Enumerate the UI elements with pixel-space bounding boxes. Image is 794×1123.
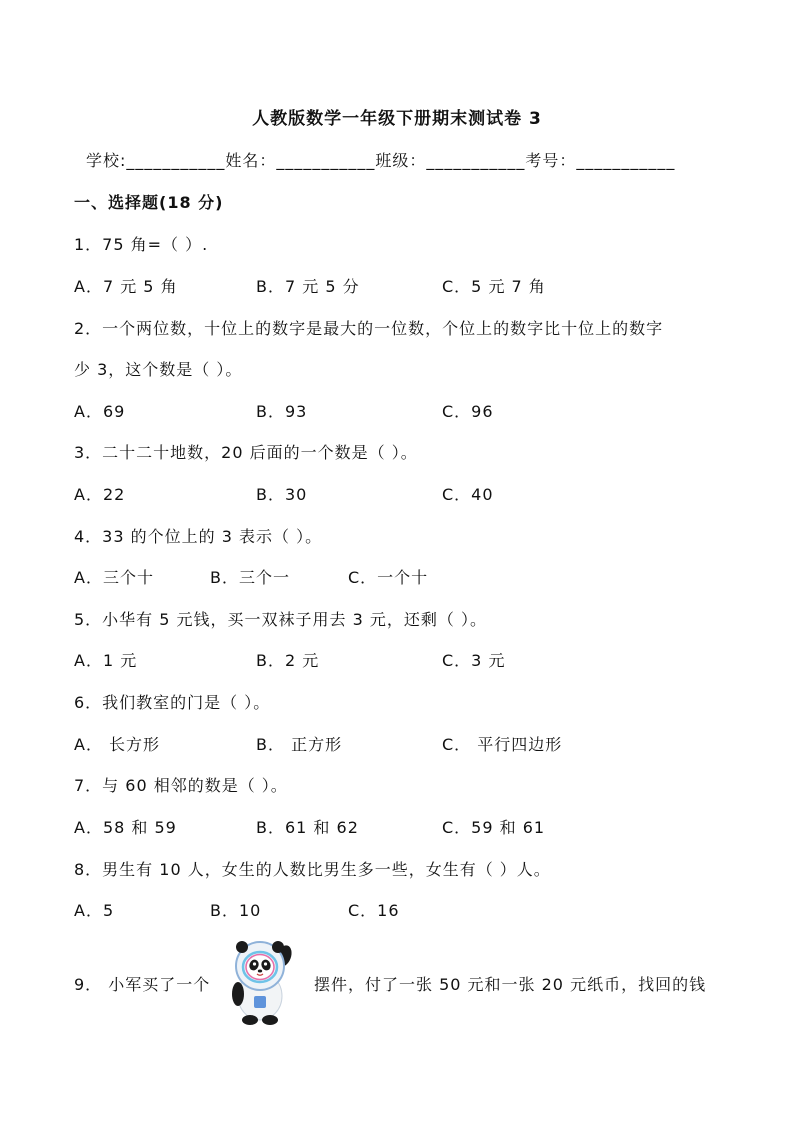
question-7-option-c: C．59 和 61: [442, 818, 546, 837]
question-1-stem: 1．75 角=（ ）.: [74, 235, 209, 254]
question-2-stem-cont: 少 3，这个数是（ ）。: [74, 360, 243, 379]
question-4-stem: 4．33 的个位上的 3 表示（ ）。: [74, 527, 323, 546]
question-7-option-b: B．61 和 62: [256, 818, 359, 837]
question-1-option-a: A．7 元 5 角: [74, 277, 178, 296]
question-3-option-b: B．30: [256, 485, 308, 504]
question-3-option-c: C．40: [442, 485, 494, 504]
question-2-option-b: B．93: [256, 402, 308, 421]
question-6-option-a: A． 长方形: [74, 735, 161, 754]
question-5-option-a: A．1 元: [74, 651, 138, 670]
question-8-stem: 8．男生有 10 人，女生的人数比男生多一些，女生有（ ）人。: [74, 860, 551, 879]
question-7-stem: 7．与 60 相邻的数是（ ）。: [74, 776, 288, 795]
question-4-option-a: A．三个十: [74, 568, 154, 587]
question-4-option-c: C．一个十: [348, 568, 429, 587]
question-6-option-c: C． 平行四边形: [442, 735, 563, 754]
question-3-stem: 3．二十二十地数，20 后面的一个数是（ ）。: [74, 443, 418, 462]
section-heading: 一、选择题(18 分): [74, 193, 224, 212]
panda-mascot-image: [216, 934, 308, 1026]
page-title: 人教版数学一年级下册期末测试卷 3: [252, 109, 542, 129]
question-9-stem-after: 摆件，付了一张 50 元和一张 20 元纸币，找回的钱: [314, 975, 707, 994]
question-6-option-b: B． 正方形: [256, 735, 343, 754]
question-6-stem: 6．我们教室的门是（ ）。: [74, 693, 271, 712]
question-4-option-b: B．三个一: [210, 568, 290, 587]
question-2-option-c: C．96: [442, 402, 494, 421]
question-8-option-c: C．16: [348, 901, 400, 920]
question-5-option-c: C．3 元: [442, 651, 506, 670]
question-5-stem: 5．小华有 5 元钱，买一双袜子用去 3 元，还剩（ ）。: [74, 610, 487, 629]
question-3-option-a: A．22: [74, 485, 126, 504]
panda-mascot-icon: [216, 934, 308, 1026]
question-1-option-b: B．7 元 5 分: [256, 277, 360, 296]
question-8-option-b: B．10: [210, 901, 262, 920]
question-1-option-c: C．5 元 7 角: [442, 277, 546, 296]
question-7-option-a: A．58 和 59: [74, 818, 177, 837]
student-info-line: 学校:___________姓名：___________班级：___________考号：___________: [86, 151, 676, 170]
question-2-option-a: A．69: [74, 402, 126, 421]
question-5-option-b: B．2 元: [256, 651, 320, 670]
question-2-stem: 2．一个两位数，十位上的数字是最大的一位数，个位上的数字比十位上的数字: [74, 319, 664, 338]
question-9-stem: 9． 小军买了一个: [74, 975, 211, 994]
question-8-option-a: A．5: [74, 901, 115, 920]
